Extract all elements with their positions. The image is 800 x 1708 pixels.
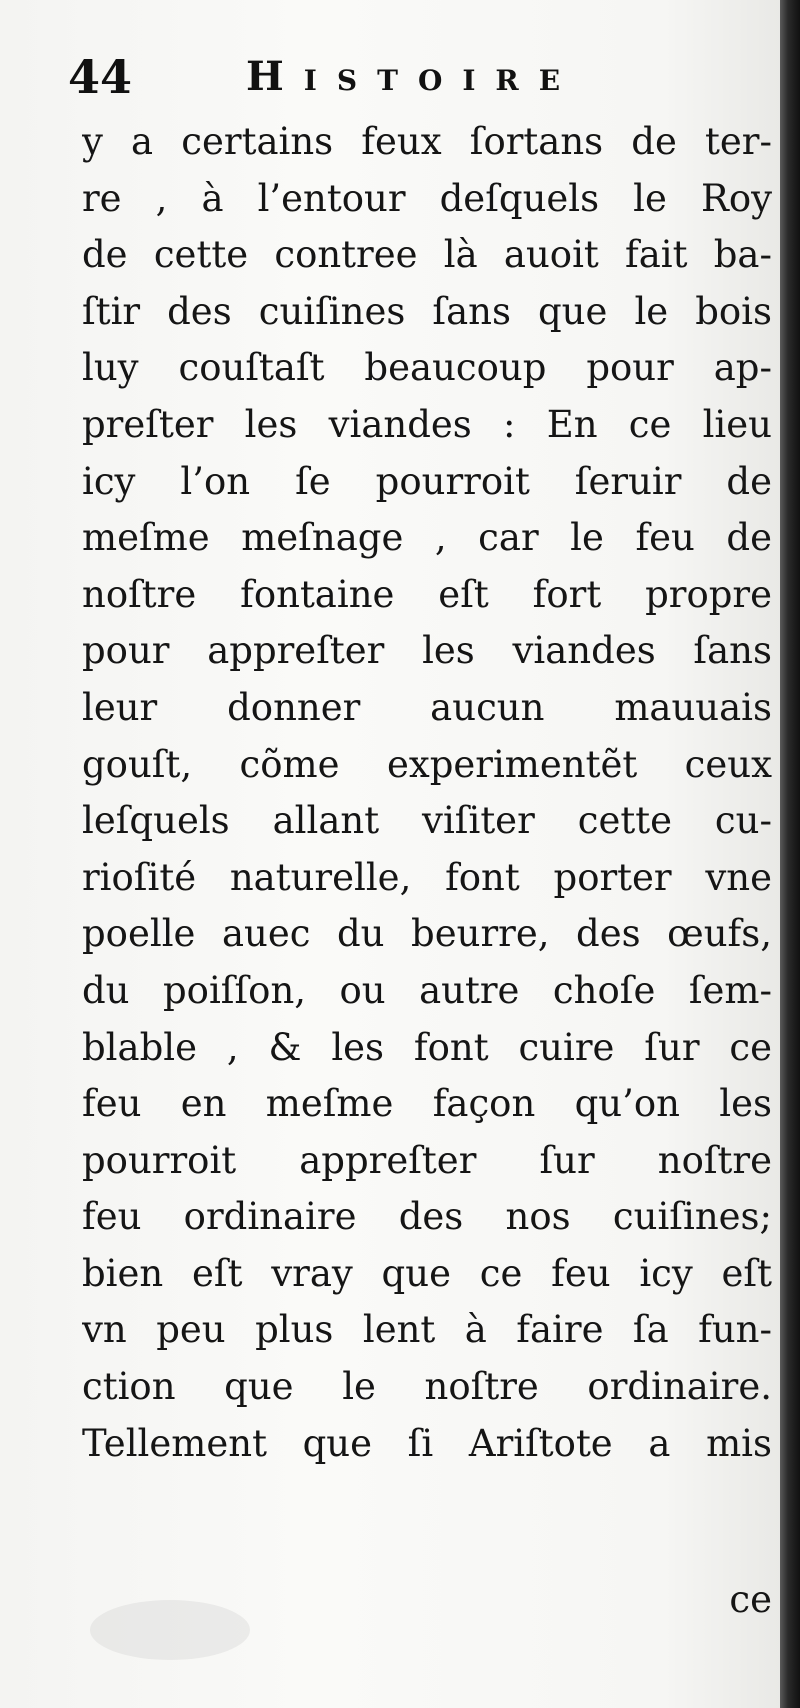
text-line: bien eſt vray que ce feu icy eſt [82, 1251, 772, 1295]
text-line: luy couſtaſt beaucoup pour ap- [82, 346, 772, 390]
text-line: pour appreſter les viandes ſans [82, 629, 772, 673]
catchword: ce [729, 1578, 772, 1621]
text-line: gouſt, cõme experimentẽt ceux [82, 742, 772, 786]
text-line: rioſité naturelle, font porter vne [82, 855, 772, 899]
page-stain [90, 1600, 250, 1660]
running-title: Histoire [246, 53, 581, 100]
page-edge-shadow [780, 0, 800, 1708]
text-line: poelle auec du beurre, des œufs, [82, 912, 772, 956]
text-line: re , à l’entour deſquels le Roy [82, 176, 772, 220]
text-line: preſter les viandes : En ce lieu [82, 402, 772, 446]
text-line: pourroit appreſter ſur noſtre [82, 1138, 772, 1182]
text-line: y a certains feux ſortans de ter- [82, 120, 772, 163]
text-line: du poiſſon, ou autre choſe ſem- [82, 968, 772, 1012]
text-line: icy l’on ſe pourroit ſeruir de [82, 459, 772, 503]
text-line: noſtre fontaine eſt fort propre [82, 572, 772, 616]
text-line: ſtir des cuiſines ſans que le bois [82, 289, 772, 333]
body-text [82, 114, 772, 1472]
text-line: de cette contree là auoit fait ba- [82, 233, 772, 277]
text-line: Tellement que ſi Ariſtote a mis [82, 1421, 772, 1465]
page-number: 44 [68, 50, 133, 104]
text-line: leur donner aucun mauuais [82, 685, 772, 729]
text-line: meſme meſnage , car le feu de [82, 516, 772, 560]
page-header [68, 42, 768, 112]
text-line: feu en meſme façon qu’on les [82, 1082, 772, 1126]
text-line: leſquels allant viſiter cette cu- [82, 799, 772, 843]
text-line: ction que le noſtre ordinaire. [82, 1365, 772, 1409]
text-line: blable , & les font cuire ſur ce [82, 1025, 772, 1069]
text-line: feu ordinaire des nos cuiſines; [82, 1195, 772, 1239]
text-line: vn peu plus lent à faire ſa fun- [82, 1308, 772, 1352]
